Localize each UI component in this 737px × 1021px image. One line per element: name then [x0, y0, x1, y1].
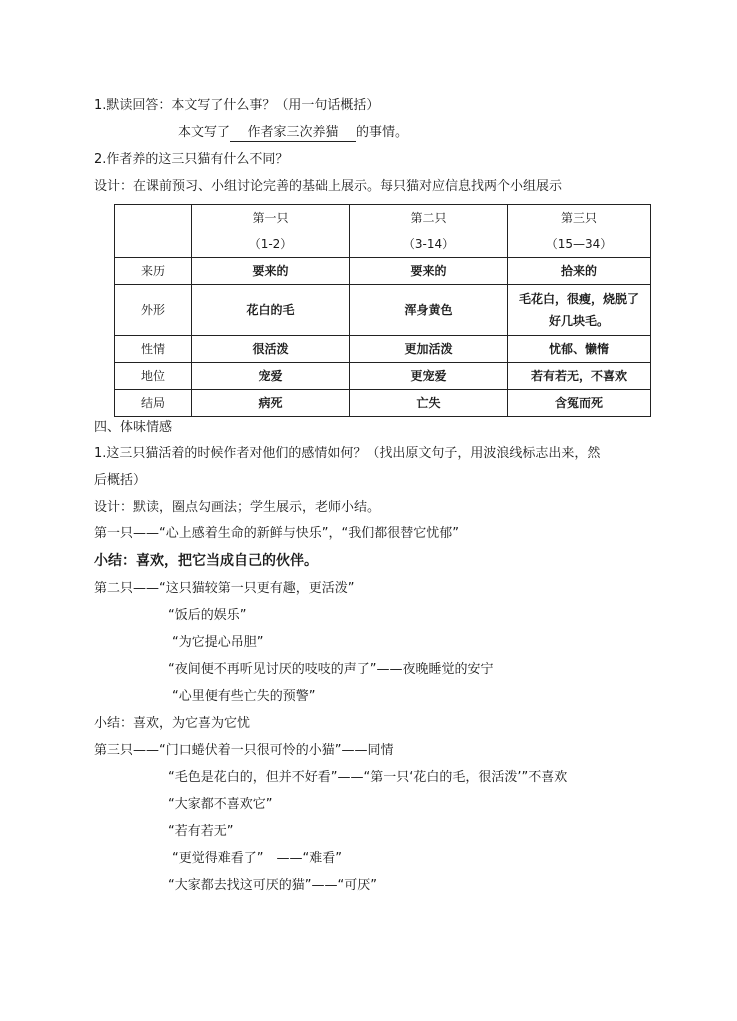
table-corner-cell — [115, 205, 192, 258]
row-label: 性情 — [115, 336, 192, 363]
table-cell: 毛花白，很瘦，烧脱了 好几块毛。 — [508, 285, 651, 336]
table-header-cat-2: 第二只 （3-14） — [350, 205, 508, 258]
cat-1-quotes: 第一只——“心上感着生命的新鲜与快乐”，“我们都很替它忧郁” — [94, 526, 459, 541]
section-4-question-line-2: 后概括） — [94, 473, 147, 488]
table-cell: 更加活泼 — [350, 336, 508, 363]
row-label: 地位 — [115, 363, 192, 390]
table-cell: 亡失 — [350, 390, 508, 417]
table-cell: 花白的毛 — [192, 285, 350, 336]
cat-3-quote: “毛色是花白的，但并不好看”——“第一只‘花白的毛，很活泼’”不喜欢 — [168, 770, 568, 785]
table-cell: 更宠爱 — [350, 363, 508, 390]
table-cell: 宠爱 — [192, 363, 350, 390]
cat-3-quote: “更觉得难看了” ——“难看” — [172, 851, 342, 866]
table-cell: 含冤而死 — [508, 390, 651, 417]
question-1-prompt: 1.默读回答：本文写了什么事？（用一句话概括） — [94, 98, 380, 113]
table-cell: 要来的 — [192, 258, 350, 285]
cat-3-quote: “大家都不喜欢它” — [168, 797, 273, 812]
table-row-appearance — [115, 285, 651, 336]
table-cell: 很活泼 — [192, 336, 350, 363]
cat-2-quote: “为它提心吊胆” — [172, 635, 264, 650]
cat-1-summary: 小结：喜欢，把它当成自己的伙伴。 — [94, 553, 318, 569]
table-row-status — [115, 363, 651, 390]
table-cell: 忧郁、懒惰 — [508, 336, 651, 363]
cat-2-quote: “饭后的娱乐” — [168, 608, 247, 623]
table-cell: 要来的 — [350, 258, 508, 285]
cat-2-quote: “夜间便不再听见讨厌的吱吱的声了”——夜晚睡觉的安宁 — [168, 662, 494, 677]
table-row-temperament — [115, 336, 651, 363]
table-header-cat-3: 第三只 （15—34） — [508, 205, 651, 258]
section-4-design: 设计：默读，圈点勾画法；学生展示，老师小结。 — [94, 500, 381, 515]
table-row-ending — [115, 390, 651, 417]
table-header-row — [115, 205, 651, 258]
cat-3-quote: “若有若无” — [168, 824, 234, 839]
table-row-origin — [115, 258, 651, 285]
table-cell: 浑身黄色 — [350, 285, 508, 336]
row-label: 来历 — [115, 258, 192, 285]
section-4-question-line-1: 1.这三只猫活着的时候作者对他们的感情如何？（找出原文句子，用波浪线标志出来，然 — [94, 446, 601, 461]
cat-2-summary: 小结：喜欢，为它喜为它忧 — [94, 716, 251, 731]
question-2-prompt: 2.作者养的这三只猫有什么不同？ — [94, 152, 289, 167]
table-cell: 拾来的 — [508, 258, 651, 285]
cat-2-quote: 第二只——“这只猫较第一只更有趣，更活泼” — [94, 581, 355, 596]
table-header-cat-1: 第一只 （1-2） — [192, 205, 350, 258]
cat-2-quote: “心里便有些亡失的预警” — [172, 689, 316, 704]
question-1-answer — [178, 124, 408, 142]
table-cell: 病死 — [192, 390, 350, 417]
answer-suffix: 的事情。 — [356, 125, 409, 140]
table-cell: 若有若无，不喜欢 — [508, 363, 651, 390]
cat-3-quote: “大家都去找这可厌的猫”——“可厌” — [168, 878, 377, 893]
cat-3-quote: 第三只——“门口蜷伏着一只很可怜的小猫”——同情 — [94, 743, 394, 758]
question-2-design: 设计：在课前预习、小组讨论完善的基础上展示。每只猫对应信息找两个小组展示 — [94, 179, 563, 194]
row-label: 外形 — [115, 285, 192, 336]
answer-blank: 作者家三次养猫 — [230, 125, 356, 142]
section-4-heading: 四、体味情感 — [94, 420, 173, 435]
cat-comparison-table — [114, 204, 651, 417]
row-label: 结局 — [115, 390, 192, 417]
answer-prefix: 本文写了 — [178, 125, 231, 140]
